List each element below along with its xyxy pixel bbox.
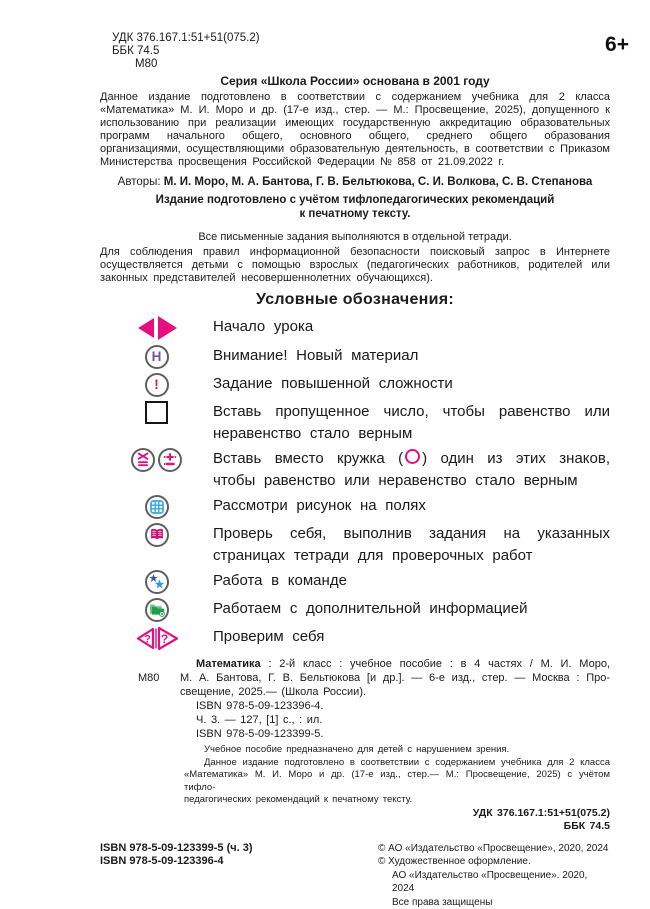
legend-item-missing-number [100,399,610,444]
legend-item-label: Вставь пропущенное число, чтобы равенство или неравенство стало верным [213,399,610,444]
safety-paragraph: Для соблюдения правил информационной безопасности поисковый запрос в Интернете осуществляется детьми с помощью взрослых (педагогических работников, родителей или законных представителей несовершеннолетних обучающихся). [100,246,610,285]
small-note-line: педагогических рекомендаций к печатному тексту. [184,794,610,807]
self-check-icon [100,624,213,652]
comparison-signs-icon [131,448,155,472]
lesson-start-icon [100,314,213,341]
age-rating-badge: 6+ [605,33,629,57]
author-sign: М80 [135,58,610,71]
catalog-card [180,657,610,741]
svg-text:?: ? [144,634,151,646]
extra-info-icon [100,596,213,622]
part-line: Ч. 3. — 127, [1] с., : ил. [196,713,610,727]
isbn-series-line: ISBN 978-5-09-123396-4. [196,699,610,713]
legend-item-extra-info [100,596,610,622]
isbn-block [100,842,253,909]
isbn-series: ISBN 978-5-09-123396-4 [100,855,253,869]
legend-heading: Условные обозначения: [100,291,610,309]
catalog-line: М. А. Бантова, Г. В. Бельтюкова [и др.]. — 6-е изд., стер. — Москва : Про- [180,671,610,685]
pink-circle-glyph [405,449,420,464]
new-material-icon: Н [100,343,213,369]
authors-names: М. И. Моро, М. А. Бантова, Г. В. Бельтюкова, С. И. Волкова, С. В. Степанова [164,176,593,188]
legend-item-label: Вставь вместо кружка ( ) один из этих знаков, чтобы равенство или неравенство стало верным [213,446,610,491]
legend-item-insert-sign [100,446,610,491]
copyright-block [378,842,610,909]
legend-item-label: Задание повышенной сложности [213,371,610,395]
copyright-line: © Художественное оформление. [378,855,610,869]
udk-code-bottom: УДК 376.167.1:51+51(075.2) [184,807,610,820]
udk-code: УДК 376.167.1:51+51(075.2) [112,32,610,45]
check-pages-icon [100,521,213,547]
legend-item-label: Внимание! Новый материал [213,343,610,367]
footer [100,842,610,909]
legend-item-label: Работаем с дополнительной информацией [213,596,610,620]
catalog-line: свещение, 2025.— (Школа России). [180,685,610,699]
legend-item-advanced-task [100,371,610,397]
svg-text:?: ? [160,632,167,646]
edition-paragraph: Данное издание подготовлено в соответствии с содержанием учебника для 2 класса «Математика» М. И. Моро и др. (17-е изд., стер. — М.: Просвещение, 2025), допущенного к использованию при реализации имеющих государственную аккредитацию образовательных программ начального общего, основного общего, среднего общего образования организациями, осуществляющими образовательную деятельность, в соответствии с Приказом Министерства просвещения Российской Федерации № 858 от 21.09.2022 г. [100,91,610,169]
legend-item-label: Рассмотри рисунок на полях [213,493,610,517]
isbn-part-line: ISBN 978-5-09-123399-5. [196,727,610,741]
small-print-block [184,744,610,833]
vision-note: Учебное пособие предназначено для детей с нарушением зрения. [184,744,610,757]
catalog-line: Математика : 2-й класс : учебное пособие : в 4 частях / М. И. Моро, [180,657,610,671]
series-line: Серия «Школа России» основана в 2001 году [100,74,610,88]
legend-item-self-check [100,624,610,652]
legend-item-new-material [100,343,610,369]
bbk-code-bottom: ББК 74.5 [184,820,610,833]
isbn-part: ISBN 978-5-09-123399-5 (ч. 3) [100,842,253,856]
copyright-line: © АО «Издательство «Просвещение», 2020, 2024 [378,842,610,856]
legend-item-margin-picture [100,493,610,519]
authors-label: Авторы: [118,176,161,188]
legend-item-teamwork [100,568,610,594]
advanced-task-icon: ! [100,371,213,397]
bbk-code: ББК 74.5 [112,45,610,58]
missing-number-icon [100,399,213,425]
rights-line: Все права защищены [378,896,610,909]
insert-sign-icon [100,446,213,472]
catalog-title: Математика [196,658,261,670]
catalog-author-sign: М80 [138,671,159,685]
plus-minus-signs-icon [158,448,182,472]
small-note-line: Данное издание подготовлено в соответствии с содержанием учебника для 2 класса [184,757,610,770]
margin-picture-icon [100,493,213,519]
authors-line [100,176,610,188]
legend-item-label: Проверим себя [213,624,610,648]
legend-item-label: Проверь себя, выполнив задания на указанных страницах тетради для проверочных работ [213,521,610,566]
legend-item-label: Работа в команде [213,568,610,592]
classification-codes [112,32,610,71]
notebook-note: Все письменные задания выполняются в отдельной тетради. [100,231,610,243]
small-note-line: «Математика» М. И. Моро и др. (17-е изд., стер.— М.: Просвещение, 2025) с учётом тифло- [184,769,610,794]
legend-item-label: Начало урока [213,314,610,338]
legend-item-check-pages [100,521,610,566]
teamwork-icon [100,568,213,594]
legend-item-lesson-start [100,314,610,341]
copyright-line: АО «Издательство «Просвещение». 2020, 2024 [378,869,610,896]
typhlo-note: Издание подготовлено с учётом тифлопедагогических рекомендаций к печатному тексту. [100,193,610,221]
